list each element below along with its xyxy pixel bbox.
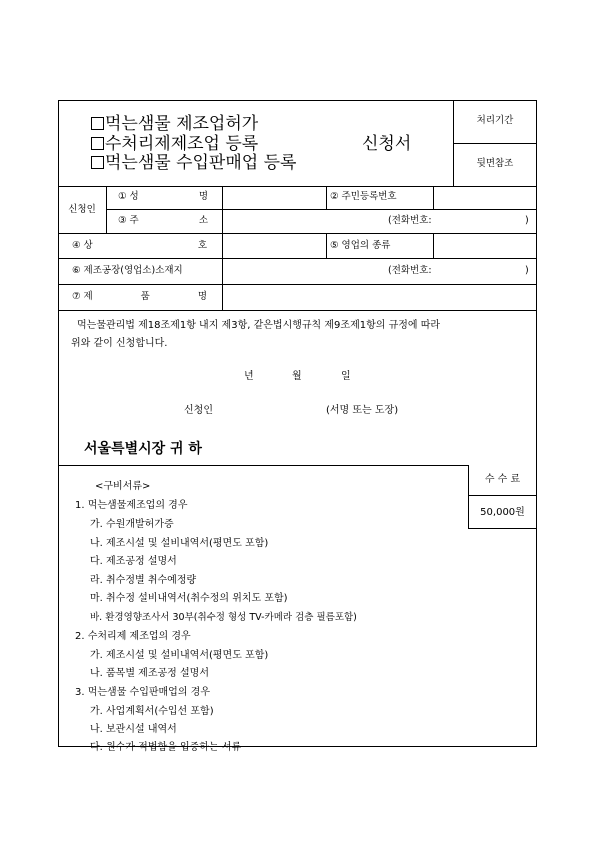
signer-label: 신청인 xyxy=(184,405,213,416)
applicant-group-label: 신청인 xyxy=(68,204,96,215)
list-item: 가. 수원개발허가증 xyxy=(90,519,174,530)
processing-period-value: 뒷면참조 xyxy=(476,158,514,169)
rrn-field[interactable] xyxy=(434,187,536,208)
list-item: 마. 취수정 설비내역서(취수정의 위치도 포함) xyxy=(90,593,288,604)
date-month-label: 월 xyxy=(292,371,302,382)
business-type-field[interactable] xyxy=(434,234,536,257)
name-field[interactable] xyxy=(223,187,325,208)
list-item: 다. 제조공정 설명서 xyxy=(90,556,177,567)
divider xyxy=(326,186,327,209)
date-year-label: 년 xyxy=(244,371,254,382)
form-type-label: 먹는샘물 수입판매업 등록 xyxy=(105,153,297,173)
checkbox-icon[interactable] xyxy=(91,137,104,150)
name-label-num: ① 성 xyxy=(118,191,139,202)
signature-label: (서명 또는 도장) xyxy=(326,405,399,416)
address-label-num: ③ 주 xyxy=(118,215,139,226)
form-type-label: 수처리제제조업 등록 xyxy=(105,134,259,154)
list-item: 다. 원수가 적법함을 입증하는 서류 xyxy=(90,742,242,753)
product-name-label xyxy=(72,291,207,303)
rrn-label: ② 주민등록번호 xyxy=(330,191,397,202)
address-field[interactable] xyxy=(223,210,383,232)
trade-name-label-num: ④ 상 xyxy=(72,240,93,251)
trade-name-field[interactable] xyxy=(223,234,325,257)
form-type-option[interactable] xyxy=(91,134,258,154)
product-name-field[interactable] xyxy=(223,285,536,309)
product-name-label-num: ⑦ 제 xyxy=(72,291,93,302)
divider xyxy=(453,100,454,186)
address-label xyxy=(118,215,208,227)
addressee: 서울특별시장 귀 하 xyxy=(84,441,202,457)
list-item: 나. 제조시설 및 설비내역서(평면도 포함) xyxy=(90,538,269,549)
business-type-label: ⑤ 영업의 종류 xyxy=(330,240,391,251)
divider xyxy=(326,233,327,258)
divider xyxy=(106,186,107,233)
statement-line-2: 위와 같이 신청합니다. xyxy=(71,338,168,349)
product-name-label-end: 명 xyxy=(197,291,207,302)
fee-value: 50,000원 xyxy=(480,507,525,518)
form-title-suffix: 신청서 xyxy=(362,134,412,154)
divider xyxy=(453,143,537,144)
checkbox-icon[interactable] xyxy=(91,117,104,130)
list-item: 가. 사업계획서(수입선 포함) xyxy=(90,706,214,717)
list-item: 나. 보관시설 내역서 xyxy=(90,724,177,735)
list-item: 라. 취수정별 취수예정량 xyxy=(90,575,197,586)
name-label-end: 명 xyxy=(198,191,208,202)
list-item: 2. 수처리제 제조업의 경우 xyxy=(75,631,191,642)
factory-location-field[interactable] xyxy=(223,259,383,283)
address-phone-close: ) xyxy=(525,215,529,226)
factory-phone-close: ) xyxy=(525,265,529,276)
list-item: 3. 먹는샘물 수입판매업의 경우 xyxy=(75,687,210,698)
processing-period-label: 처리기간 xyxy=(476,115,514,126)
list-item: 가. 제조시설 및 설비내역서(평면도 포함) xyxy=(90,650,269,661)
list-item: 바. 환경영향조사서 30부(취수정 형성 TV-카메라 검층 필름포함) xyxy=(90,612,357,623)
form-type-option[interactable] xyxy=(91,114,258,134)
divider xyxy=(468,528,537,529)
checkbox-icon[interactable] xyxy=(91,156,104,169)
form-type-label: 먹는샘물 제조업허가 xyxy=(105,114,259,134)
factory-phone-label: (전화번호: xyxy=(388,265,432,276)
trade-name-label-end: 호 xyxy=(197,240,207,251)
address-phone-label: (전화번호: xyxy=(388,215,432,226)
form-type-option[interactable] xyxy=(91,153,296,173)
product-name-label-mid: 품 xyxy=(140,291,150,302)
name-label xyxy=(118,191,208,203)
list-item: 나. 품목별 제조공정 설명서 xyxy=(90,668,209,679)
address-label-end: 소 xyxy=(198,215,208,226)
date-day-label: 일 xyxy=(341,371,351,382)
list-item: 1. 먹는샘물제조업의 경우 xyxy=(75,500,188,511)
divider xyxy=(58,465,468,466)
divider xyxy=(468,495,537,496)
fee-label: 수 수 료 xyxy=(484,474,521,485)
factory-location-label: ⑥ 제조공장(영업소)소재지 xyxy=(72,265,183,276)
trade-name-label xyxy=(72,240,207,252)
statement-line-1: 먹는물관리법 제18조제1항 내지 제3항, 같은법시행규칙 제9조제1항의 규정에 따라 xyxy=(77,320,441,331)
documents-header: <구비서류> xyxy=(95,481,151,492)
divider xyxy=(58,310,537,311)
